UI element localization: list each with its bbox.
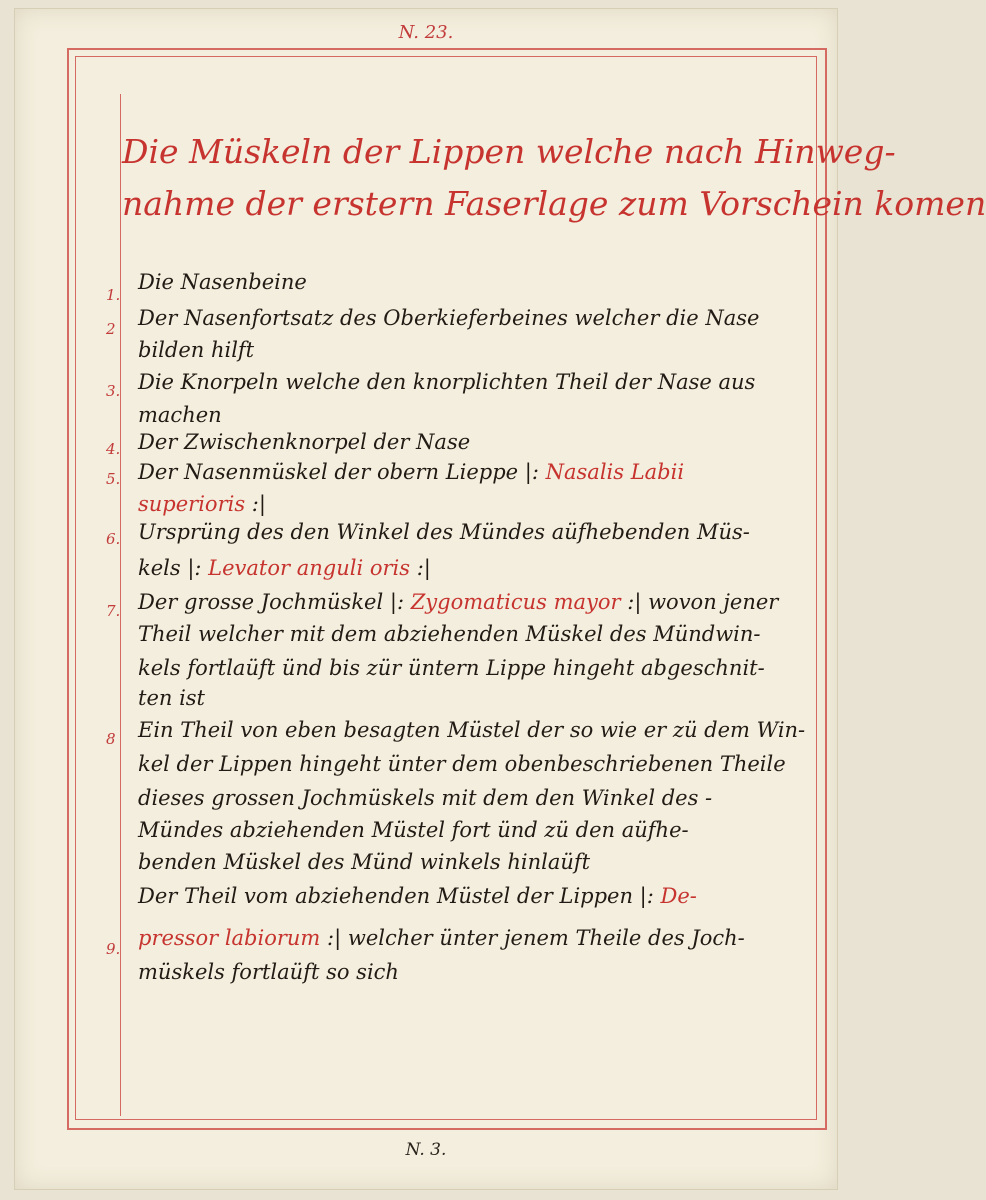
folio-number: N. 23. [398,22,454,43]
item-line: Der Nasenmüskel der obern Lieppe |: Nasalis Labii [138,460,685,484]
item-number: 2 [106,320,116,338]
item-number: 1. [106,286,121,304]
page-title [122,126,986,230]
item-line: benden Müskel des Münd winkels hinlaüft [138,850,591,874]
item-number: 7. [106,602,121,620]
item-line: Mündes abziehenden Müstel fort ünd zü den aüfhe- [138,818,689,842]
item-number: 3. [106,382,121,400]
item-line: müskels fortlaüft so sich [138,960,399,984]
item-number: 5. [106,470,121,488]
signature-mark: N. 3. [405,1140,447,1160]
item-line: ten ist [138,686,205,710]
item-number: 8 [106,730,116,748]
item-line: pressor labiorum :| welcher ünter jenem Theile des Joch- [138,926,745,950]
item-line: Die Knorpeln welche den knorplichten Theil der Nase aus [138,370,756,394]
latin-term: Nasalis Labii [545,460,685,484]
manuscript-page [14,8,986,1190]
item-line: Theil welcher mit dem abziehenden Müskel des Mündwin- [138,622,761,646]
item-line: kels |: Levator anguli oris :| [138,556,431,580]
item-line: Der Nasenfortsatz des Oberkieferbeines welcher die Nase [138,306,760,330]
latin-term: superioris [138,492,246,516]
item-line: machen [138,403,222,427]
item-line: Ursprüng des den Winkel des Mündes aüfhebenden Müs- [138,520,750,544]
item-line: Der grosse Jochmüskel |: Zygomaticus mayor :| wovon jener [138,590,779,614]
item-line: superioris :| [138,492,266,516]
title-line-2: nahme der erstern Faserlage zum Vorschein komen [122,184,986,223]
item-number: 4. [106,440,121,458]
item-line: Der Theil vom abziehenden Müstel der Lippen |: De- [138,884,697,908]
item-line: kel der Lippen hingeht ünter dem obenbeschriebenen Theile [138,752,786,776]
item-line: Der Zwischenknorpel der Nase [138,430,471,454]
item-number: 6. [106,530,121,548]
item-number: 9. [106,940,121,958]
item-line: dieses grossen Jochmüskels mit dem den Winkel des - [138,786,713,810]
latin-term: Zygomaticus mayor [410,590,621,614]
item-line: Ein Theil von eben besagten Müstel der so wie er zü dem Win- [138,718,806,742]
title-line-1: Die Müskeln der Lippen welche nach Hinweg- [122,132,896,171]
item-line: bilden hilft [138,338,255,362]
latin-term: De- [660,884,697,908]
item-line: Die Nasenbeine [138,270,307,294]
latin-term: Levator anguli oris [208,556,411,580]
item-line: kels fortlaüft ünd bis zür üntern Lippe hingeht abgeschnit- [138,656,765,680]
latin-term: pressor labiorum [138,926,321,950]
